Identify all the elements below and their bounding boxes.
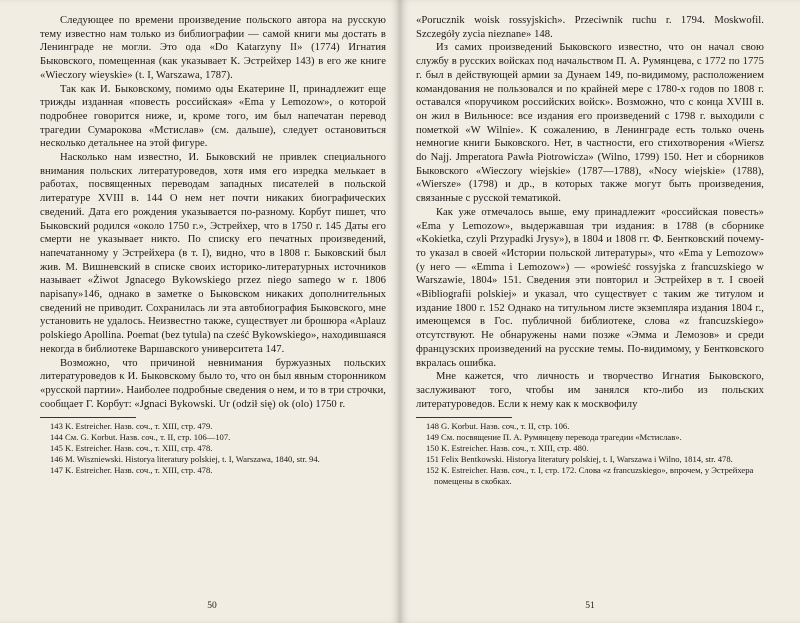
footnote: 151 Felix Bentkowski. Historya literatury polskiej, t. I, Warszawa i Wilno, 1814, str. 478. [426,454,733,465]
left-body-text [40,14,386,411]
right-footnotes [416,421,764,487]
paragraph: Следующее по времени произведение польского автора на русскую тему известно нам только из библиографии — самой книги мы достать в Ленинграде не могли. Это ода «Do Katarzyny II» (1774) Игнатия Быковского, помещенная (как указывает К. Эстрейхер 143) в его же книге «Wieczory wieyskie» (t. I, Warszawa, 1787). [40,15,386,81]
paragraph: Возможно, что причиной невнимания буржуазных польских литературоведов к И. Быковскому было то, что он был явным сторонником «русской партии». Наиболее подробные сведения о нем, и то в три строчки, сообщает Г. Корбут: «Jgnaci Bykowski. Ur (odził się) ok (olo) 1750 r. [40,357,386,410]
paragraph: «Porucznik woisk rossyjskich». Przeciwnik ruchu r. 1794. Moskwofil. Szczegóły zycia nieznane» 148. [416,15,764,40]
page-number: 50 [207,601,217,611]
footnote: 146 M. Wiszniewski. Historya literatury polskiej, t. I, Warszawa, 1840, str. 94. [50,454,320,465]
right-page [400,0,800,623]
footnote: 143 K. Estreicher. Назв. соч., т. XIII, стр. 479. [50,421,213,432]
page-number: 51 [585,601,595,611]
footnote-divider [416,417,512,418]
paragraph: Мне кажется, что личность и творчество Игнатия Быковского, заслуживают того, чтобы им занялся кто-либо из польских литературоведов. Если к нему как к москвофилу [416,371,764,410]
footnote: 150 K. Estreicher. Назв. соч., т. XIII, стр. 480. [426,443,589,454]
footnote: 147 K. Estreicher. Назв. соч., т. XIII, стр. 478. [50,465,213,476]
footnote: 149 См. посвящение П. А. Румянцеву перевода трагедии «Мстислав». [426,432,682,443]
left-footnotes [40,421,386,476]
right-body-text [416,14,764,411]
paragraph: Насколько нам известно, И. Быковский не привлек специального внимания польских литературоведов, хотя имя его изредка мелькает в работах, посвященных переводам западных писателей в польской литературе XVIII в. 144 О нем нет почти никаких биографических сведений. Дата его рождения указывается по-разному. Корбут пишет, что Быковский родился «около 1750 г.», Эстрейхер, что в 1750 г. 145 Даты его смерти не указывает никто. По списку его печатных произведений, напечатанному у Эстрейхера (в т. I), видно, что в 1808 г. Быковский был жив. М. Вишневский в списке своих историко-литературных источников называет «Żiwot Jgnacego Bykowskiego przez niego samego w r. 1806 napisany»146, однако в заметке о Быковском никаких дополнительных сведений не приводит. Сохранилась ли эта автобиография Быковского, мне установить не удалось. Неизвестно также, существует ли брошюра «Aplauz polskiego Apollina. Poemat (bez tytula) na cześć Bykowskiego», находившаяся некогда в библиотеке Варшавского университета 147. [40,152,386,355]
footnote-divider [40,417,136,418]
footnote: 145 K. Estreicher. Назв. соч., т. XIII, стр. 478. [50,443,213,454]
footnote: 148 G. Korbut. Назв. соч., т. II, стр. 106. [426,421,570,432]
footnote: 144 См. G. Korbut. Назв. соч., т. II, стр. 106—107. [50,432,231,443]
paragraph: Как уже отмечалось выше, ему принадлежит «российская повесть» «Ema y Lemozow», выдержавшая три издания: в 1788 (в сборнике «Kokietka, czyli Przypadki Jrysy»), в 1804 и 1808 гг. Ф. Бентковский почему-то указал в своей «Истории польской литературы», что «Ema y Lemozow» (у него — «Emma i Lemozow») — «powieść rossyjska z francuzskiego w Warszawie, 1804» 151. Сведения эти повторил и Эстрейхер в т. I своей «Bibliografii polskiej» и указал, что существует с таким же титулом и издание 1800 г. 152 Однако на титульном листе экземпляра издания 1804 г., имеющемся в Гос. публичной библиотеке, слова «z francuzskiego» отсутствуют. Не обнаружены нами позже «Эмма и Лемозов» и среди французских произведений на русские темы. По-видимому, у Бентковского вкралась ошибка. [416,206,764,369]
footnote: 152 K. Estreicher. Назв. соч., т. I, стр. 172. Слова «z francuzskiego», впрочем, у Эстрейхера помещены в скобках. [426,465,754,487]
paragraph: Так как И. Быковскому, помимо оды Екатерине II, принадлежит еще трижды изданная «повесть российская» «Ema y Lemozow», о которой подробнее говорится ниже, и, кроме того, им был напечатан перевод трагедии Сумарокова «Мстислав» (см. дальше), следует остановиться несколько детальнее на этой фигуре. [40,83,386,150]
paragraph: Из самих произведений Быковского известно, что он начал свою службу в русских войсках под начальством П. А. Румянцева, с 1772 по 1775 г. был в действующей армии за Дунаем 149, по-видимому, расположением командования не пользовался и по крайней мере с 1780-х годов по 1808 г. оставался «поручиком российских войск». Возможно, что с конца XVIII в. он жил в Вильнюсе: все издания его произведений с 1798 г. выходили с пометкой «W Wilnie». К сожалению, в Ленинграде есть только очень немногие книги Быковского. Нет, в частности, его стихотворения «Wiersz do Najj. Jmperatora Pawła Piotrowicza» (Wilno, 1799) 150. Нет и сборников Быковского «Wieczory wiejskie» (1787—1788), «Nocy wiejskie» (1788), «Wiersze» (1798) и др., в которых также могут быть произведения, связанные с русской тематикой. [416,42,764,205]
